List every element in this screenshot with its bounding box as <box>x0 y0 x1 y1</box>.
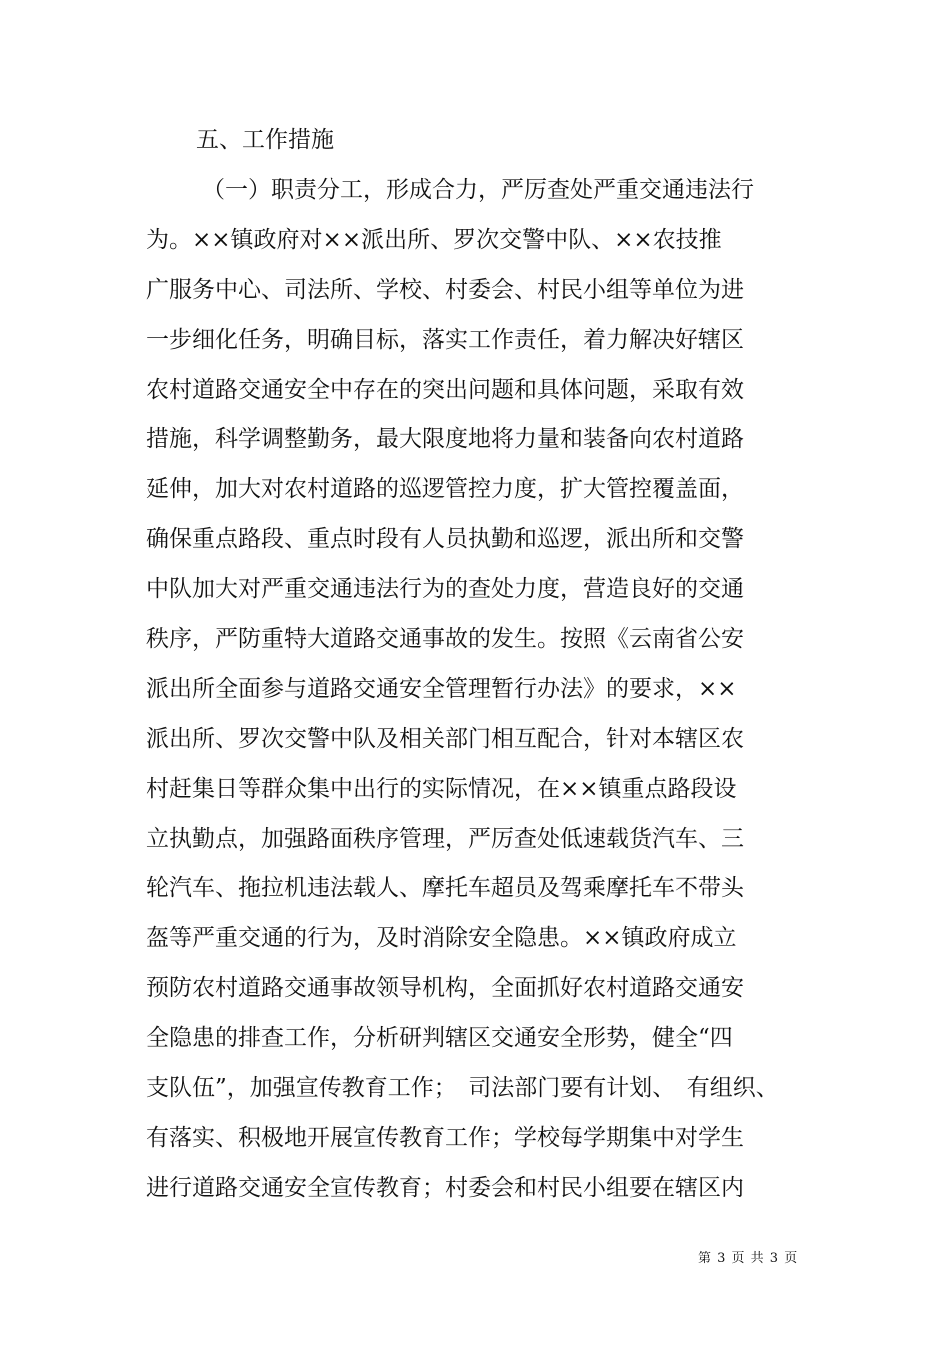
paragraph-line: 支队伍”，加强宣传教育工作； 司法部门要有计划、 有组织、 <box>146 1075 779 1102</box>
paragraph-line: 中队加大对严重交通违法行为的查处力度，营造良好的交通 <box>146 576 744 603</box>
paragraph-line: 确保重点路段、重点时段有人员执勤和巡逻，派出所和交警 <box>146 526 744 553</box>
paragraph-line: 立执勤点，加强路面秩序管理，严厉查处低速载货汽车、三 <box>146 825 744 852</box>
paragraph-line: 措施，科学调整勤务，最大限度地将力量和装备向农村道路 <box>146 426 744 453</box>
paragraph-line: 全隐患的排查工作，分析研判辖区交通安全形势，健全“四 <box>146 1025 733 1052</box>
paragraph-line: 有落实、积极地开展宣传教育工作；学校每学期集中对学生 <box>146 1124 744 1151</box>
paragraph-line: 村赶集日等群众集中出行的实际情况，在××镇重点路段设 <box>146 775 737 802</box>
paragraph-line: （一）职责分工，形成合力，严厉查处严重交通违法行 <box>202 177 754 203</box>
paragraph-line: 秩序，严防重特大道路交通事故的发生。按照《云南省公安 <box>146 626 744 653</box>
paragraph-line: 为。××镇政府对××派出所、罗次交警中队、××农技推 <box>146 226 722 253</box>
paragraph-line: 派出所、罗次交警中队及相关部门相互配合，针对本辖区农 <box>146 725 744 752</box>
paragraph-line: 一步细化任务，明确目标，落实工作责任，着力解决好辖区 <box>146 326 744 353</box>
paragraph-line: 进行道路交通安全宣传教育；村委会和村民小组要在辖区内 <box>146 1174 744 1201</box>
paragraph-line: 预防农村道路交通事故领导机构，全面抓好农村道路交通安 <box>146 975 744 1002</box>
paragraph-line: 派出所全面参与道路交通安全管理暂行办法》的要求，×× <box>146 675 737 702</box>
section-heading: 五、工作措施 <box>196 127 334 153</box>
paragraph <box>146 174 826 1222</box>
paragraph-line: 广服务中心、司法所、学校、村委会、村民小组等单位为进 <box>146 276 744 303</box>
paragraph-line: 轮汽车、拖拉机违法载人、摩托车超员及驾乘摩托车不带头 <box>146 875 744 902</box>
paragraph-line: 农村道路交通安全中存在的突出问题和具体问题，采取有效 <box>146 376 744 403</box>
paragraph-line: 盔等严重交通的行为，及时消除安全隐患。××镇政府成立 <box>146 925 737 952</box>
paragraph-line: 延伸，加大对农村道路的巡逻管控力度，扩大管控覆盖面， <box>146 476 744 503</box>
page-number: 第 3 页 共 3 页 <box>698 1251 799 1266</box>
